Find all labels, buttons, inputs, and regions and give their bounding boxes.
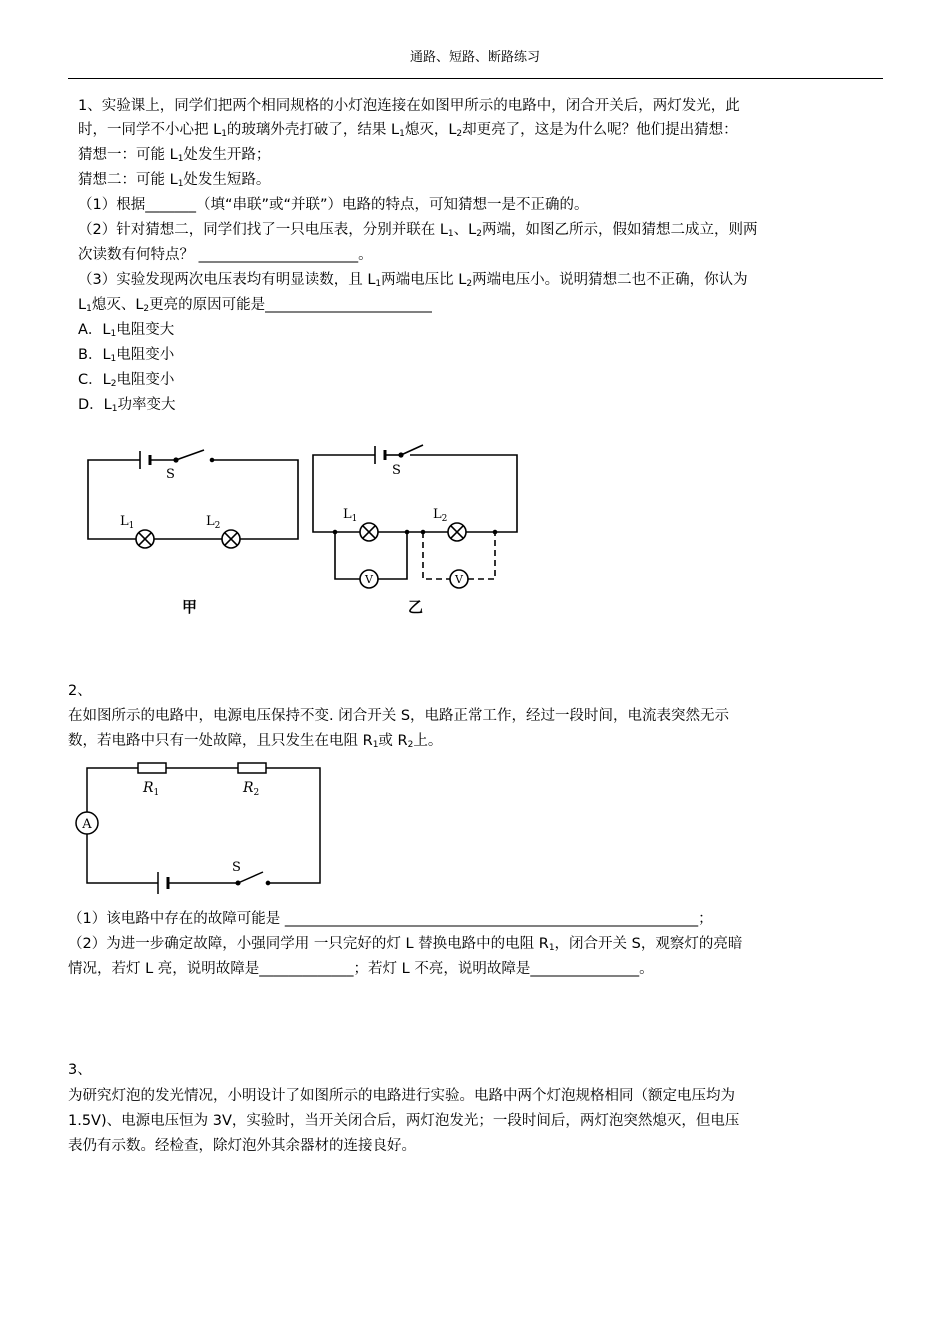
q1-option-a: A．$L_1$电阻变大 [78,322,175,339]
r2-label: $R_2$ [243,780,260,798]
q1-line2: 时，一同学不小心把 $L_1$的玻璃外壳打破了，结果 $L_1$熄灭，$L_2$却更亮了，这是为什么呢？他们提出猜想： [78,122,738,139]
q2-part2-line2: 情况，若灯 L 亮，说明故障是_____________；若灯 L 不亮，说明故障是_______________。 [68,961,654,977]
q1-part2: （2）针对猜想二，同学们找了一只电压表，分别并联在 $L_1$、$L_2$两端，如图乙所示，假如猜想二成立，则两 [78,222,758,239]
q1-option-c: C．$L_2$电阻变小 [78,372,175,389]
lamp-l2 [448,523,466,541]
q1-line1: 1、实验课上，同学们把两个相同规格的小灯泡连接在如图甲所示的电路中，闭合开关后，两灯发光，此 [78,98,740,114]
q1-guess2: 猜想二：可能 $L_1$处发生短路。 [78,172,271,189]
q2-line1: 在如图所示的电路中，电源电压保持不变. 闭合开关 S，电路正常工作，经过一段时间，电流表突然无示 [68,708,730,724]
lamp-l1 [136,530,154,548]
switch-label: S [232,860,241,875]
lamp-l2 [222,530,240,548]
voltmeter-dashed-lead-left [423,532,450,579]
q1-part1: （1）根据_______（填“串联”或“并联”）电路的特点，可知猜想一是不正确的。 [78,197,589,213]
figure-label-yi: 乙 [408,598,424,616]
ammeter-label: A [82,817,92,832]
q3-number: 3、 [68,1062,92,1078]
q2-number: 2、 [68,683,92,699]
header-divider [68,78,883,79]
q1-option-d: D．$L_1$功率变大 [78,397,176,414]
q2-part1: （1）该电路中存在的故障可能是 _________________________________________________________； [68,911,713,927]
voltmeter-lead-right [378,532,407,579]
lamp-l2-label: $L_2$ [433,507,448,524]
switch-label: S [166,467,175,482]
switch-blade [238,872,263,883]
lamp-l1-label: $L_1$ [343,507,358,524]
lamp-l1-label: $L_1$ [120,514,135,531]
q2-circuit-figure [70,758,330,898]
q1-part3: （3）实验发现两次电压表均有明显读数，且 $L_1$两端电压比 $L_2$两端电压小。说明猜想二也不正确，你认为 [78,272,748,289]
q1-circuit-figure-jia [80,440,305,620]
r1-label: $R_1$ [143,780,160,798]
q3-line2: 1.5V)、电源电压恒为 3V，实验时，当开关闭合后，两灯泡发光；一段时间后，两灯泡突然熄灭，但电压 [68,1113,740,1129]
q1-option-b: B．$L_1$电阻变小 [78,347,175,364]
lamp-l1 [360,523,378,541]
switch-label: S [392,463,401,478]
q1-part2-line2: 次读数有何特点？ ______________________。 [78,247,373,263]
figure-label-jia: 甲 [182,598,198,616]
q1-circuit-figure-yi [305,440,530,620]
q2-line2: 数，若电路中只有一处故障，且只发生在电阻 $R_1$或 $R_2$上。 [68,733,443,750]
voltmeter-lead-left [335,532,360,579]
q3-line3: 表仍有示数。经检查，除灯泡外其余器材的连接良好。 [68,1138,416,1154]
q1-part3-line2: $L_1$熄灭、$L_2$更亮的原因可能是_______________________ [78,297,432,314]
voltmeter-dashed-lead-right [468,532,495,579]
lamp-l2-label: $L_2$ [206,514,221,531]
q1-guess1: 猜想一：可能 $L_1$处发生开路； [78,147,271,164]
resistor-r1 [138,763,166,773]
resistor-r2 [238,763,266,773]
q2-part2: （2）为进一步确定故障，小强同学用 一只完好的灯 L 替换电路中的电阻 $R_1$，闭合开关 S，观察灯的亮暗 [68,936,743,953]
q3-line1: 为研究灯泡的发光情况，小明设计了如图所示的电路进行实验。电路中两个灯泡规格相同（额定电压均为 [68,1088,735,1104]
page-header-title: 通路、短路、断路练习 [409,50,540,65]
voltmeter-2-label: V [455,573,463,586]
switch-blade [176,450,204,460]
voltmeter-1-label: V [365,573,373,586]
switch-blade [401,445,423,455]
